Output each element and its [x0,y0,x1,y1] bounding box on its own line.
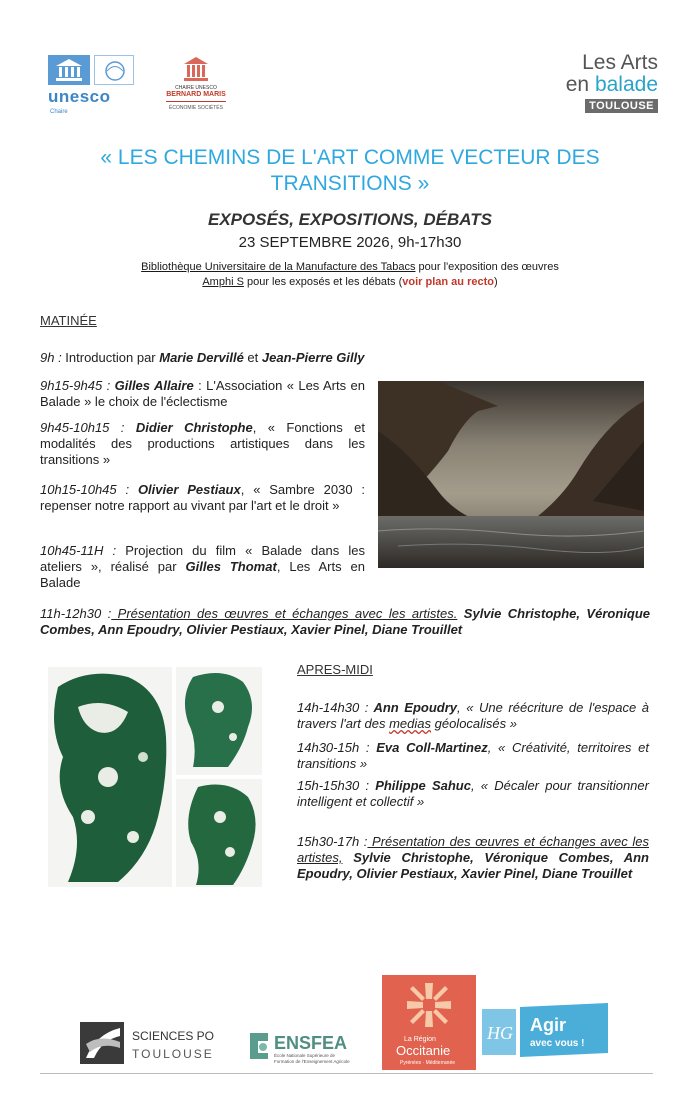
item-speaker: Gilles Allaire [110,378,194,393]
location-line1-rest: pour l'exposition des œuvres [415,261,559,273]
item-artists: Sylvie Christophe, Véronique Combes, Ann Epoudry, Olivier Pestiaux, Xavier Pinel, Diane Trouillet [40,606,650,637]
lesarts-line1: Les Arts [582,51,658,74]
location-line2-rest: pour les exposés et les débats ( [243,276,403,288]
item-text: géolocalisés » [431,716,517,731]
item-speaker: Eva Coll-Martinez [369,740,488,755]
item-time: 14h30-15h : [297,740,370,755]
item-speaker: Didier Christophe [124,420,253,435]
chaire-line1: CHAIRE UNESCO [175,85,217,91]
item-text: : L'Association « Les Arts en Balade » le choix de l'éclectisme [40,378,365,409]
apresmidi-item-1 [297,700,649,732]
item-time: 10h15-10h45 : [40,482,130,497]
agir-l1: Agir [530,1015,566,1035]
item-time: 15h-15h30 : [297,778,369,793]
ensfea-name: ENSFEA [274,1033,348,1053]
sciencespo-l1: SCIENCES PO [132,1029,215,1043]
chaire-line3: ÉCONOMIE SOCIÉTÉS [169,105,223,111]
unesco-sub: Chaire [50,109,68,115]
item-speaker: Ann Epoudry [368,700,458,715]
apresmidi-item-2 [297,740,649,772]
item-text: , « Sambre 2030 : repenser notre rapport au vivant par l'art et le droit » [40,482,366,513]
apresmidi-final-item [297,834,649,882]
agir-hg: HG [487,1023,513,1043]
matinee-heading: MATINÉE [40,313,97,328]
chaire-line2: BERNARD MARIS [166,91,226,98]
item-time: 9h : [40,350,62,365]
item-artists: Sylvie Christophe, Véronique Combes, Ann Epoudry, Olivier Pestiaux, Xavier Pinel, Diane Trouillet [297,850,649,881]
chaire-temple-icon [182,55,210,83]
item-text-flagged: medias [389,716,431,731]
footer-divider [40,1073,653,1074]
region-l3: Pyrénées · Méditerranée [400,1060,456,1066]
page-subtitle: EXPOSÉS, EXPOSITIONS, DÉBATS [207,210,493,229]
region-occitanie-logo [382,975,476,1070]
location-library-link[interactable]: Bibliothèque Universitaire de la Manufacture des Tabacs [141,261,416,273]
apresmidi-heading: APRES-MIDI [297,662,373,677]
landscape-painting-image [378,381,644,568]
chaire-bernard-maris-logo [150,55,242,125]
matinee-item-1 [40,350,440,366]
sciencespo-l2: TOULOUSE [132,1047,214,1061]
item-presentation: Présentation des œuvres et échanges avec les artistes. [111,606,458,621]
ensfea-sub1: École Nationale Supérieure de [274,1053,336,1058]
chaire-divider [166,101,226,102]
unesco-secondary-emblem-icon [94,55,134,85]
les-arts-en-balade-logo [523,52,658,114]
item-text: Projection du film « Balade dans les ateliers », réalisé par [40,543,365,574]
item-text: et [243,350,262,365]
unesco-wordmark: unesco [48,87,111,106]
lesarts-line2 [523,74,658,96]
location-plan-note: voir plan au recto [402,276,494,288]
item-speaker: Jean-Pierre Gilly [261,350,365,365]
item-text: , « Décaler pour transitionner intelligent et collectif » [297,778,649,809]
item-speaker: Marie Dervillé [159,350,244,365]
matinee-item-2 [40,378,365,410]
lesarts-en: en [565,73,595,96]
item-text: Introduction par [61,350,160,365]
agir-l2: avec vous ! [530,1038,585,1049]
green-silhouettes-artwork-image [48,667,262,887]
item-time: 14h-14h30 : [297,700,369,715]
location-amphi-link[interactable]: Amphi S [202,276,244,288]
unesco-temple-icon [48,55,90,85]
item-text: , « Une réécriture de l'espace à travers l'art des [297,700,649,731]
item-speaker: Olivier Pestiaux [129,482,241,497]
ensfea-sub2: Formation de l'Enseignement Agricole [274,1059,350,1064]
location-line2-end: ) [493,276,498,288]
item-text: , Les Arts en Balade [40,559,366,590]
event-location [40,260,660,290]
item-presentation: Présentation des œuvres et échanges avec les artistes, [297,834,649,865]
lesarts-balade: balade [594,73,658,96]
region-l2: Occitanie [396,1043,451,1058]
item-time: 10h45-11H : [40,543,117,558]
item-time: 9h15-9h45 : [40,378,111,393]
matinee-item-3 [40,420,365,468]
matinee-item-5 [40,543,365,591]
item-speaker: Gilles Thomat [185,559,277,574]
item-speaker: Philippe Sahuc [368,778,471,793]
lesarts-toulouse-tag: TOULOUSE [585,99,658,113]
item-time: 15h30-17h : [297,834,368,849]
item-time: 11h-12h30 : [40,606,112,621]
matinee-final-item [40,606,650,638]
sciences-po-toulouse-logo [80,1018,238,1068]
apresmidi-item-3 [297,778,649,810]
event-date: 23 SEPTEMBRE 2026, 9h-17h30 [238,234,462,251]
matinee-item-4 [40,482,365,514]
item-text: , « Créativité, territoires et transitions » [297,740,650,771]
region-l1: La Région [404,1036,436,1043]
item-time: 9h45-10h15 : [40,420,125,435]
page-title: « LES CHEMINS DE L'ART COMME VECTEUR DES TRANSITIONS » [100,146,600,195]
unesco-logo [48,55,136,125]
item-text: , « Fonctions et modalités des productions artistiques dans les transitions » [40,420,365,467]
ensfea-logo [246,1025,378,1067]
agir-avec-vous-logo [482,1003,610,1061]
